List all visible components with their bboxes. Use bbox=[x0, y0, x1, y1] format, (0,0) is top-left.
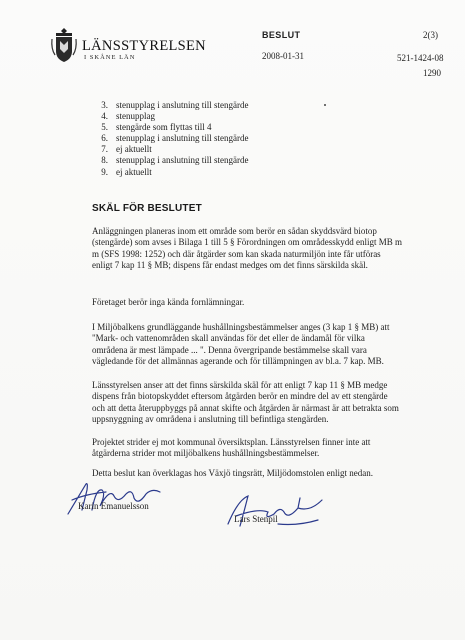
list-item-number: 4. bbox=[101, 111, 108, 122]
paragraph-appeal: Detta beslut kan överklagas hos Växjö tingsrätt, Miljödomstolen enligt nedan. bbox=[92, 468, 374, 478]
list-item bbox=[92, 144, 248, 155]
list-item-text: ej aktuellt bbox=[116, 166, 152, 177]
list-item bbox=[92, 111, 248, 122]
paragraph-ancient-remains: Företaget berör inga kända fornlämningar. bbox=[92, 297, 245, 307]
list-item bbox=[92, 122, 248, 133]
paragraph-biotope: Anläggningen planeras inom ett område som berör en sådan skyddsvärd biotop (stengärde) som avses i Bilaga 1 till 5 § Förordningen om områdesskydd enligt MB m m (SFS 1998: 1252) och där åtgärder som kan skada naturmiljön inte får utföras enligt 7 kap 11 § MB; dispens får endast medges om det finns särskilda skäl. bbox=[92, 226, 402, 270]
list-item bbox=[92, 100, 248, 111]
list-item-text: stenupplag i anslutning till stengärde bbox=[116, 133, 249, 144]
signer-name: Lars Stenpil bbox=[234, 514, 278, 524]
page-number: 2(3) bbox=[423, 30, 438, 40]
document-date: 2008-01-31 bbox=[262, 51, 304, 61]
scan-speck bbox=[324, 104, 326, 106]
list-item bbox=[92, 155, 248, 166]
list-item-text: stenupplag i anslutning till stengärde bbox=[116, 155, 249, 166]
list-item-number: 5. bbox=[101, 122, 108, 133]
signer-name: Karin Emanuelsson bbox=[78, 501, 149, 511]
list-item-text: stenupplag i anslutning till stengärde bbox=[116, 100, 249, 110]
list-item bbox=[92, 133, 248, 144]
coat-of-arms-icon bbox=[50, 27, 78, 65]
list-item-number: 3. bbox=[101, 100, 108, 110]
list-item-number: 7. bbox=[101, 144, 108, 155]
item-list bbox=[92, 100, 248, 178]
signature-karin-emanuelsson bbox=[62, 480, 167, 520]
reference-number-secondary: 1290 bbox=[423, 68, 441, 78]
list-item-text: stenupplag bbox=[116, 111, 155, 122]
list-item bbox=[92, 167, 248, 178]
agency-name: LÄNSSTYRELSEN bbox=[82, 38, 206, 54]
paragraph-special-reasons: Länsstyrelsen anser att det finns särskilda skäl för att enligt 7 kap 11 § MB medge dispens från biotopskyddet eftersom åtgärden berör en mindre del av ett stengärde och att detta återuppbyggs på annat skifte och åtgärden är närmast är att betrakta som uppsnyggning av områdena i anslutning till befintliga stengärden. bbox=[92, 380, 399, 424]
list-item-text: ej aktuellt bbox=[116, 144, 152, 155]
signature-lars-stenpil bbox=[218, 490, 333, 534]
reference-number: 521-1424-08 bbox=[397, 53, 444, 63]
paragraph-management-rules: I Miljöbalkens grundläggande hushållningsbestämmelser anges (3 kap 1 § MB) att "Mark- och vattenområden skall användas för det eller de ändamål för vilka områdena är mest lämpade ... ". Denna övergripande bestämmelse skall vara vägledande för det allmännas agerande och för tillämpningen av bl.a. 7 kap. MB. bbox=[92, 322, 390, 366]
paragraph-planning: Projektet strider ej mot kommunal översiktsplan. Länsstyrelsen finner inte att åtgärderna strider mot miljöbalkens hushållningsbestämmelser. bbox=[92, 437, 371, 459]
list-item-number: 9. bbox=[101, 166, 108, 177]
list-item-number: 6. bbox=[101, 133, 108, 144]
list-item-number: 8. bbox=[101, 155, 108, 166]
document-type: BESLUT bbox=[262, 30, 301, 40]
list-item-text: stengärde som flyttas till 4 bbox=[116, 122, 212, 133]
agency-subtitle: I SKÅNE LÄN bbox=[84, 54, 136, 61]
section-heading: SKÄL FÖR BESLUTET bbox=[92, 203, 202, 214]
